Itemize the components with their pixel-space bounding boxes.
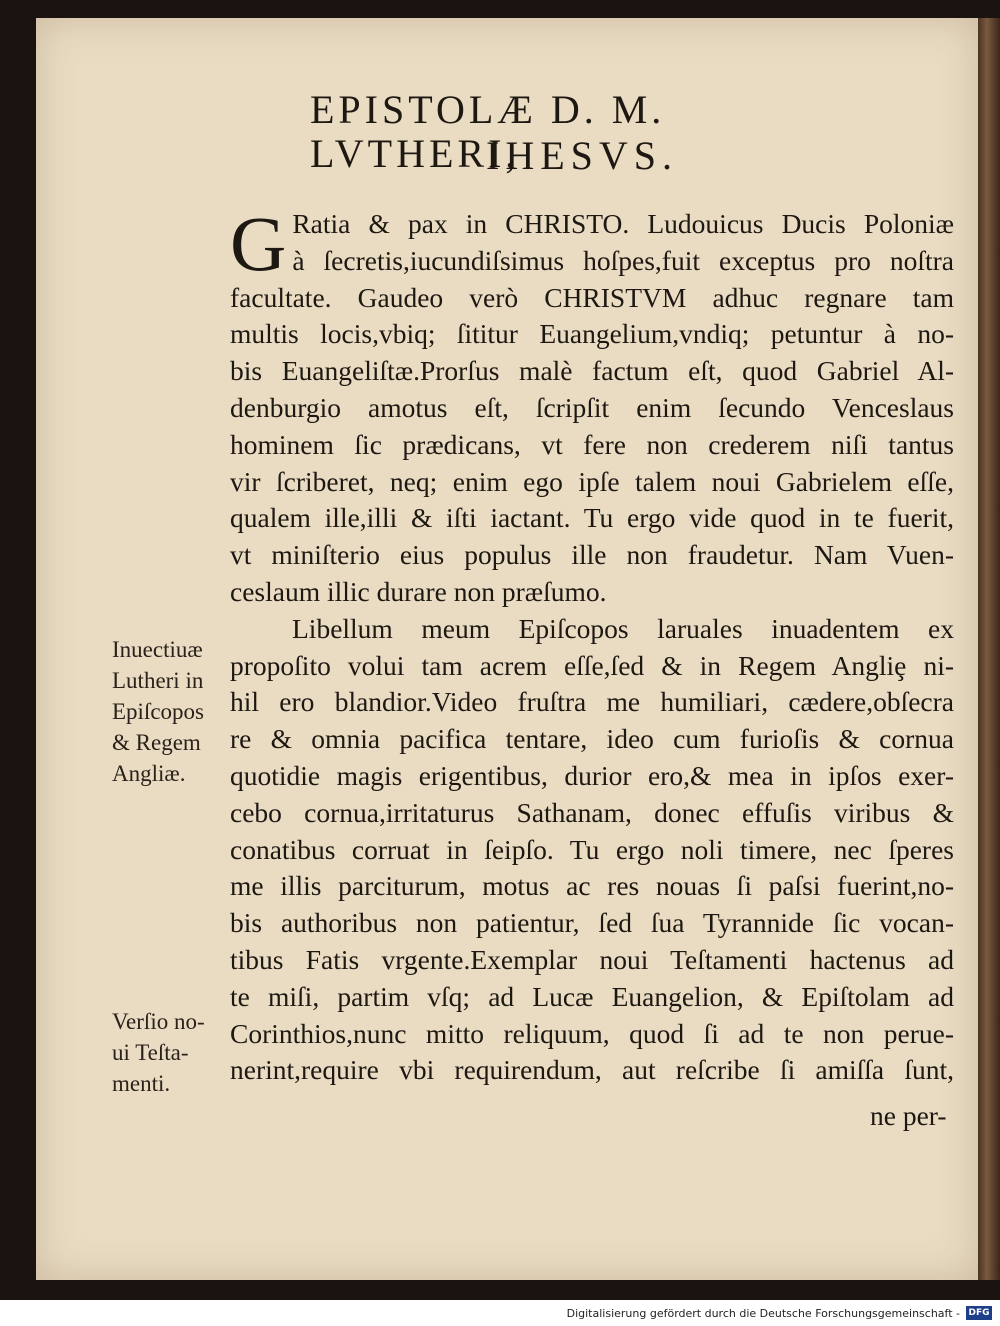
- text-line: facultate. Gaudeo verò CHRISTVM adhuc regnare tam: [230, 281, 954, 313]
- letter-body: [230, 200, 954, 1089]
- page-edge: [978, 18, 1000, 1280]
- margin-note-invectives: [112, 634, 232, 789]
- page-subtitle: IHESVS.: [486, 133, 679, 178]
- margin-note-line: menti.: [112, 1071, 171, 1096]
- text-line: re & omnia pacifica tentare, ideo cum furioſis & cornua: [230, 723, 954, 755]
- text-line: te miſi, partim vſq; ad Lucæ Euangelion, & Epiſtolam ad: [230, 980, 954, 1012]
- text-line: propoſito volui tam acrem eſſe,ſed & in Regem Angliȩ ni-: [230, 649, 954, 681]
- text-line: bis Euangeliſtæ.Prorſus malè factum eſt, quod Gabriel Al-: [230, 355, 954, 387]
- text-line: hil ero blandior.Video fruſtra me humiliari, cædere,obſecra: [230, 686, 954, 718]
- margin-note-line: ui Teſta-: [112, 1040, 189, 1065]
- margin-note-version: [112, 1006, 232, 1099]
- text-line: multis locis,vbiq; ſititur Euangelium,vndiq; petuntur à no-: [230, 318, 954, 350]
- text-line: à ſecretis,iucundiſsimus hoſpes,fuit exceptus pro noſtra: [292, 244, 954, 276]
- margin-note-line: Inuectiuæ: [112, 637, 203, 662]
- text-line: tibus Fatis vrgente.Exemplar noui Teſtamenti hactenus ad: [230, 943, 954, 975]
- text-line: vir ſcriberet, neq; enim ego ipſe talem noui Gabrielem eſſe,: [230, 465, 954, 497]
- text-line: conatibus corruat in ſeipſo. Tu ergo noli timere, nec ſperes: [230, 833, 954, 865]
- running-title: EPISTOLÆ D. M. LVTHERI,: [310, 87, 666, 176]
- margin-note-line: Angliæ.: [112, 761, 186, 786]
- text-line: Libellum meum Epiſcopos laruales inuadentem ex: [292, 612, 954, 644]
- text-line: quotidie magis erigentibus, durior ero,& mea in ipſos exer-: [230, 759, 954, 791]
- margin-note-line: Lutheri in: [112, 668, 204, 693]
- footer-bar: [0, 1300, 1000, 1326]
- text-line: denburgio amotus eſt, ſcripſit enim ſecundo Venceslaus: [230, 391, 954, 423]
- text-line: bis authoribus non patientur, ſed ſua Tyrannide ſic vocan-: [230, 907, 954, 939]
- text-line: cebo cornua,irritaturus Sathanam, donec effuſis viribus &: [230, 796, 954, 828]
- text-line: me illis parciturum, motus ac res nouas ſi paſsi fuerint,no-: [230, 870, 954, 902]
- dfg-logo: DFG: [966, 1306, 992, 1320]
- text-line: Ratia & pax in CHRISTO. Ludouicus Ducis Poloniæ: [292, 208, 954, 239]
- catchword: ne per-: [870, 1100, 947, 1131]
- margin-note-line: Epiſcopos: [112, 699, 204, 724]
- text-line: Corinthios,nunc mitto reliquum, quod ſi ad te non perue-: [230, 1017, 954, 1049]
- text-line: qualem ille,illi & iſti iactant. Tu ergo vide quod in te fuerit,: [230, 502, 954, 534]
- text-line: vt miniſterio eius populus ille non fraudetur. Nam Vuen-: [230, 539, 954, 571]
- text-line: nerint,require vbi requirendum, aut reſcribe ſi amiſſa ſunt,: [230, 1054, 954, 1086]
- text-line: hominem ſic prædicans, vt fere non crederem niſi tantus: [230, 428, 954, 460]
- drop-cap: G: [230, 200, 287, 287]
- margin-note-line: & Regem: [112, 730, 201, 755]
- digitization-credit: Digitalisierung gefördert durch die Deutsche Forschungsgemeinschaft -: [566, 1307, 960, 1320]
- margin-note-line: Verſio no-: [112, 1009, 205, 1034]
- text-line: ceslaum illic durare non præſumo.: [230, 575, 607, 607]
